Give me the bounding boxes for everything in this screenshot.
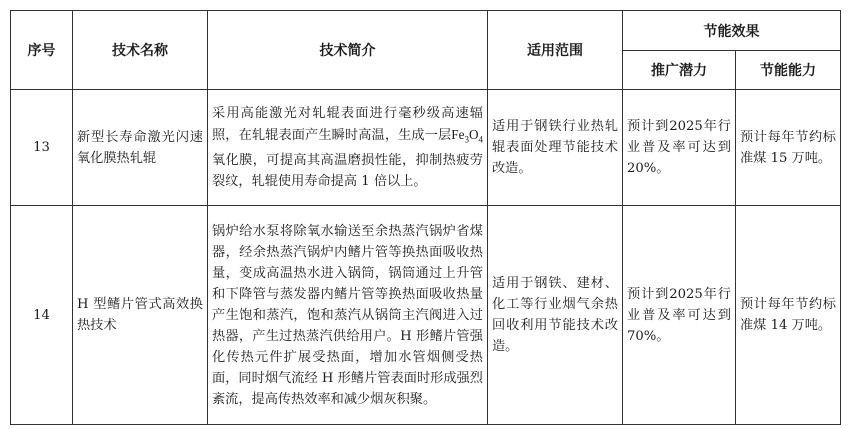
formula-sub-1: 3: [464, 134, 469, 145]
intro-text-pre: 采用高能激光对轧辊表面进行毫秒级高速辐照，在轧辊表面产生瞬时高温，生成一层: [212, 105, 483, 143]
header-capacity: 节能能力: [736, 51, 841, 90]
row-name: 新型长寿命激光闪速氧化膜热轧辊: [73, 90, 208, 206]
row-potential: 预计到2025年行业普及率可达到20%。: [623, 90, 736, 206]
table-row: [11, 90, 841, 206]
row-capacity: 预计每年节约标准煤 15 万吨。: [736, 90, 841, 206]
row-intro: [208, 90, 488, 206]
table-row: [11, 206, 841, 425]
intro-text-post: 氧化膜，可提高其高温磨损性能，抑制热疲劳裂纹，轧辊使用寿命提高 1 倍以上。: [212, 153, 483, 190]
header-effect: 节能效果: [623, 11, 841, 51]
row-potential: 预计到2025年行业普及率可达到70%。: [623, 206, 736, 425]
header-name: 技术名称: [73, 11, 208, 90]
row-name: H 型鳍片管式高效换热技术: [73, 206, 208, 425]
formula-mid: O: [468, 126, 479, 142]
row-capacity: 预计每年节约标准煤 14 万吨。: [736, 206, 841, 425]
row-scope: 适用于钢铁行业热轧辊表面处理节能技术改造。: [488, 90, 623, 206]
header-index: 序号: [11, 11, 73, 90]
row-index: 14: [11, 206, 73, 425]
formula-base: Fe: [451, 126, 465, 142]
formula-sub-2: 4: [478, 134, 483, 145]
header-scope: 适用范围: [488, 11, 623, 90]
tech-table: [10, 10, 841, 425]
header-intro: 技术简介: [208, 11, 488, 90]
row-index: 13: [11, 90, 73, 206]
row-scope: 适用于钢铁、建材、化工等行业烟气余热回收利用节能技术改造。: [488, 206, 623, 425]
row-intro: 锅炉给水泵将除氧水输送至余热蒸汽锅炉省煤器，经余热蒸汽锅炉内鳍片管等换热面吸收热量，变成高温热水进入锅筒，锅筒通过上升管和下降管与蒸发器内鳍片管等换热面吸收热量产生饱和蒸汽，饱和蒸汽从锅筒主汽阀进入过热器，产生过热蒸汽供给用户。H 形鳍片管强化传热元件扩展受热面，增加水管烟侧受热面，同时烟气流经 H 形鳍片管表面时形成强烈紊流，提高传热效率和减少烟灰积聚。: [208, 206, 488, 425]
chemical-formula: [451, 126, 483, 145]
header-potential: 推广潜力: [623, 51, 736, 90]
